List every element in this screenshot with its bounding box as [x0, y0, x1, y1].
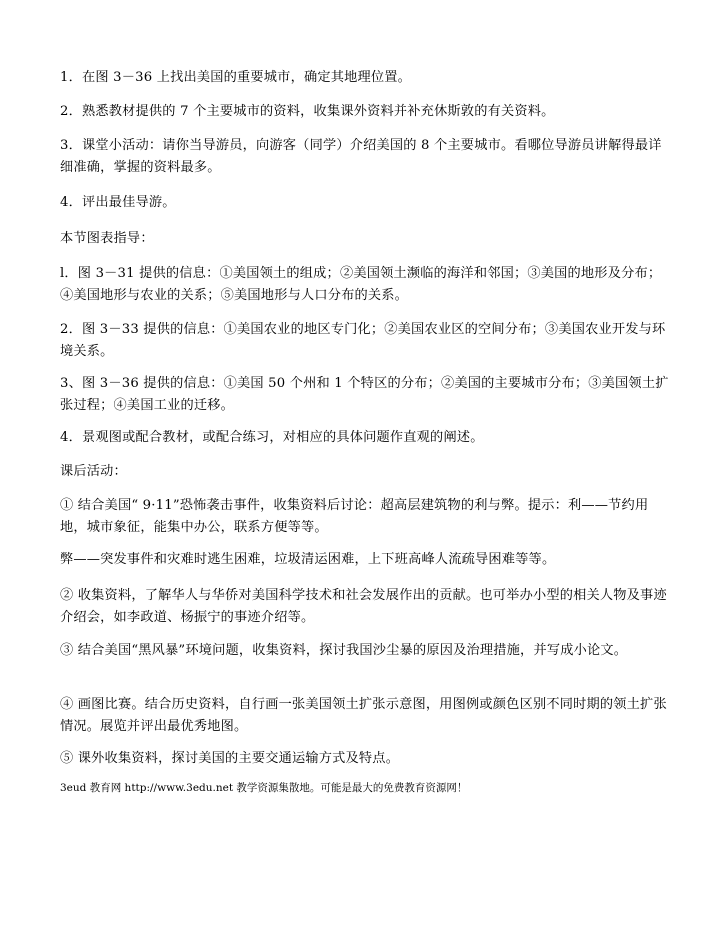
paragraph-activity-3: ③ 结合美国“黑风暴”环境问题，收集资料，探讨我国沙尘暴的原因及治理措施，并写成小论文。	[60, 643, 628, 658]
paragraph-task-1: 1．在图 3－36 上找出美国的重要城市，确定其地理位置。	[60, 70, 412, 85]
paragraph-activity-5: ⑤ 课外收集资料，探讨美国的主要交通运输方式及特点。	[60, 751, 400, 766]
paragraph-task-4: 4．评出最佳导游。	[60, 195, 176, 210]
paragraph-activity-2: ② 收集资料，了解华人与华侨对美国科学技术和社会发展作出的贡献。也可举办小型的相关人物及事迹介绍会，如李政道、杨振宁的事迹介绍等。	[60, 588, 667, 625]
paragraph-activity-1-cons: 弊——突发事件和灾难时逃生困难，垃圾清运困难，上下班高峰人流疏导困难等等。	[60, 552, 556, 567]
section-heading-after-class: 课后活动：	[60, 464, 127, 479]
footer-source-note: 3eud 教育网 http://www.3edu.net 教学资源集散地。可能是最大的免费教育资源网！	[60, 782, 468, 794]
paragraph-activity-4: ④ 画图比赛。结合历史资料，自行画一张美国领土扩张示意图，用图例或颜色区别不同时期的领土扩张情况。展览并评出最优秀地图。	[60, 697, 667, 734]
paragraph-figure-3-31: l．图 3－31 提供的信息：①美国领土的组成；②美国领土濒临的海洋和邻国；③美国的地形及分布；④美国地形与农业的关系；⑤美国地形与人口分布的关系。	[60, 266, 662, 303]
paragraph-landscape-figures: 4．景观图或配合教材，或配合练习，对相应的具体问题作直观的阐述。	[60, 430, 484, 445]
paragraph-task-2: 2．熟悉教材提供的 7 个主要城市的资料，收集课外资料并补充休斯敦的有关资料。	[60, 104, 555, 119]
paragraph-task-3: 3．课堂小活动：请你当导游员，向游客（同学）介绍美国的 8 个主要城市。看哪位导游员讲解得最详细准确，掌握的资料最多。	[60, 138, 662, 175]
section-heading-chart-guide: 本节图表指导：	[60, 231, 154, 246]
paragraph-activity-1: ① 结合美国“ 9·11”恐怖袭击事件，收集资料后讨论：超高层建筑物的利与弊。提示：利——节约用地，城市象征，能集中办公，联系方便等等。	[60, 498, 649, 535]
paragraph-figure-3-36: 3、图 3－36 提供的信息：①美国 50 个州和 1 个特区的分布；②美国的主要城市分布；③美国领土扩张过程；④美国工业的迁移。	[60, 376, 669, 413]
paragraph-figure-3-33: 2．图 3－33 提供的信息：①美国农业的地区专门化；②美国农业区的空间分布；③美国农业开发与环境关系。	[60, 322, 666, 359]
